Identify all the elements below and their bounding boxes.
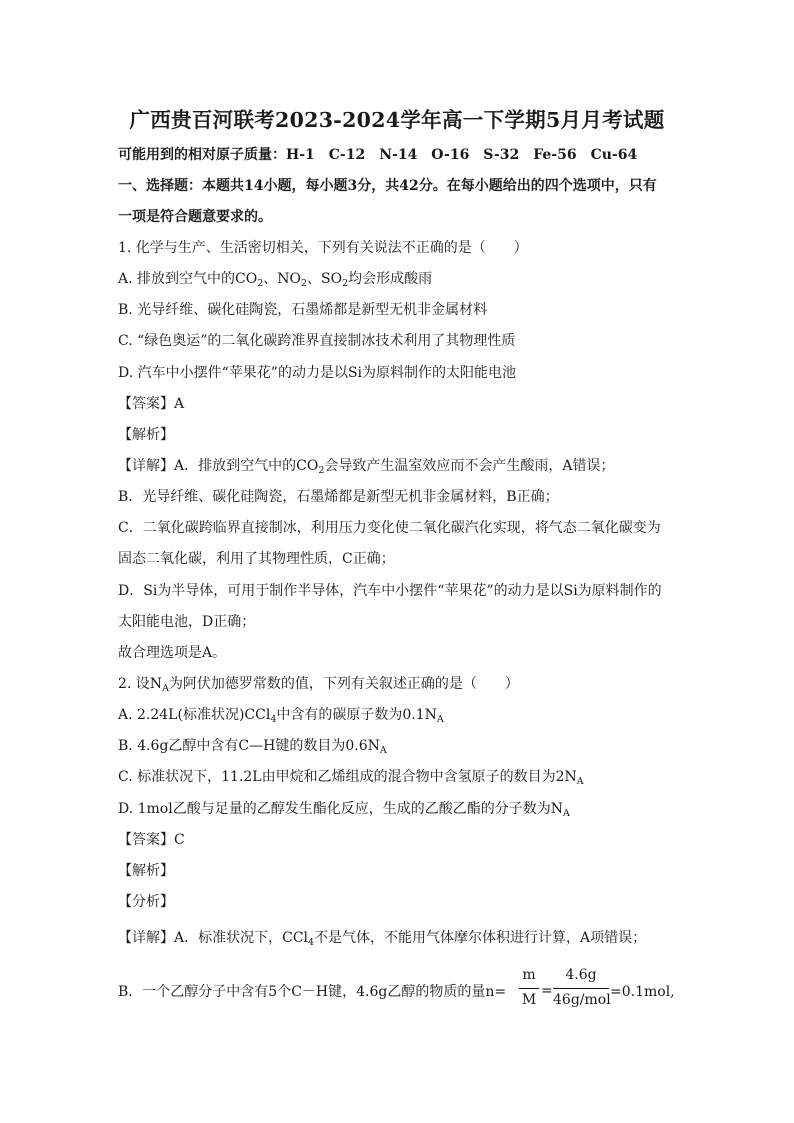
q2-option-a: A. 2.24L(标准状况)CCl$_4$中含有的碳原子数为$0.1N_A$ [118,707,444,725]
section-heading-line2: 一项是符合题意要求的。 [118,209,272,225]
q2-answer: 【答案】C [118,832,185,848]
fraction-1-numerator: m [522,967,536,983]
q2-analysis-label: 【解析】 [118,863,174,879]
section-heading-line1: 一、选择题：本题共14小题，每小题3分，共42分。在每小题给出的四个选项中，只有 [118,178,657,194]
q2-stem: 2. 设$N_A$为阿伏加德罗常数的值，下列有关叙述正确的是（ ） [118,676,519,694]
fraction-2-denominator: 46g/mol [553,992,611,1008]
q2-detail-b-result: =0.1mol, [610,984,675,1000]
q1-conclusion: 故合理选项是A。 [118,645,227,661]
q1-answer: 【答案】A [118,396,185,412]
q1-option-c: C. “绿色奥运”的二氧化碳跨准界直接制冰技术利用了其物理性质 [118,333,516,349]
q1-analysis-label: 【解析】 [118,427,174,443]
q1-detail-b: B．光导纤维、碳化硅陶瓷，石墨烯都是新型无机非金属材料，B正确； [118,489,559,505]
q2-detail-a: 【详解】A．标准状况下，CCl$_4$不是气体，不能用气体摩尔体积进行计算，A项错误； [118,930,647,948]
q2-option-b: B. 4.6g乙醇中含有C—H键的数目为$0.6N_A$ [118,738,387,756]
page-title: 广西贵百河联考2023-2024学年高一下学期5月月考试题 [129,108,665,132]
equals-sign: = [541,983,553,999]
q1-option-b: B. 光导纤维、碳化硅陶瓷，石墨烯都是新型无机非金属材料 [118,302,488,318]
q2-option-d: D. 1mol乙酸与足量的乙醇发生酯化反应，生成的乙酸乙酯的分子数为$N_A$ [118,801,570,819]
q1-detail-a: 【详解】A．排放到空气中的$CO_2$会导致产生温室效应而不会产生酸雨，A错误； [118,458,615,476]
fraction-1-denominator: M [521,992,537,1008]
q1-detail-c2: 固态二氧化碳，利用了其物理性质，C正确； [118,551,395,567]
q2-detail-b-text: B．一个乙醇分子中含有5个C－H键，4.6g乙醇的物质的量n= [118,984,507,1000]
fraction-2-numerator: 4.6g [565,967,597,983]
q1-detail-d2: 太阳能电池，D正确； [118,614,256,630]
q1-option-d: D. 汽车中小摆件“苹果花”的动力是以Si为原料制作的太阳能电池 [118,365,517,381]
q1-option-a: A. 排放到空气中的$CO_2$、$NO_2$、$SO_2$均会形成酸雨 [118,271,433,289]
q2-option-c: C. 标准状况下，11.2L由甲烷和乙烯组成的混合物中含氢原子的数目为$2N_A$ [118,769,584,787]
fraction-2-bar [553,988,609,989]
q1-detail-d1: D．Si为半导体，可用于制作半导体，汽车中小摆件“苹果花”的动力是以Si为原料制作的 [118,583,662,599]
fraction-1-bar [519,988,539,989]
q1-stem: 1. 化学与生产、生活密切相关，下列有关说法不正确的是（ ） [118,240,528,256]
atomic-masses: 可能用到的相对原子质量：H-1 C-12 N-14 O-16 S-32 Fe-56 Cu-64 [118,147,638,163]
q1-detail-c1: C．二氧化碳跨临界直接制冰，利用压力变化使二氧化碳汽化实现，将气态二氧化碳变为 [118,520,661,536]
q2-fenxi-label: 【分析】 [118,894,174,910]
